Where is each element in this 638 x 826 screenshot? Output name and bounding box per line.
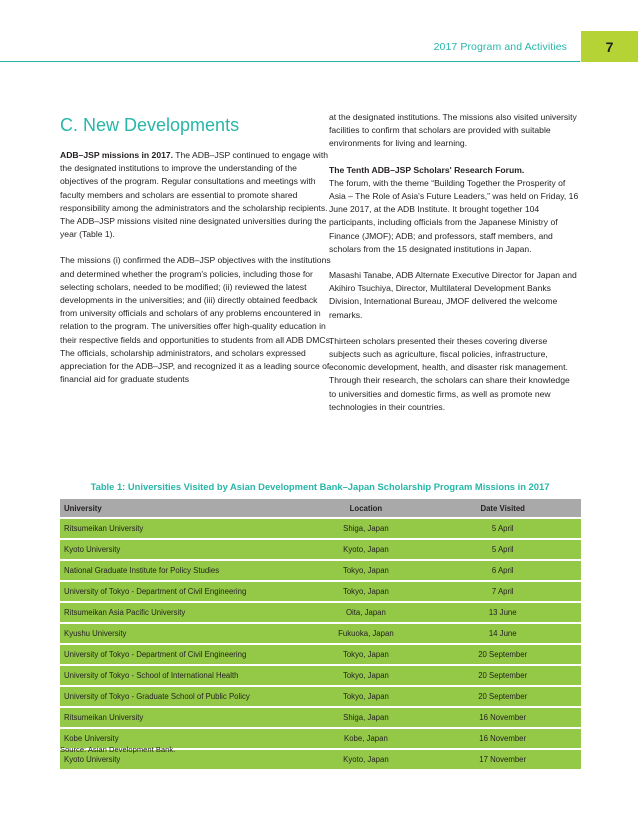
table-row xyxy=(60,624,581,643)
paragraph-welcome-remarks: Masashi Tanabe, ADB Alternate Executive Director for Japan and Akihiro Tsuchiya, Director, Multilateral Development Banks Division, International Bureau, JMOF delivered the welcome remarks. xyxy=(329,270,577,320)
university-cell: Ritsumeikan Asia Pacific University xyxy=(60,603,307,622)
column-header: Date Visited xyxy=(424,499,581,517)
university-cell: Kyoto University xyxy=(60,750,307,769)
table-row xyxy=(60,708,581,727)
date-cell: 6 April xyxy=(424,561,581,580)
paragraph-missions xyxy=(60,149,335,241)
location-cell: Kyoto, Japan xyxy=(307,750,424,769)
paragraph-theses: Thirteen scholars presented their theses covering diverse subjects such as agriculture, fiscal policies, infrastructure, economic development, health, and disaster risk management. Through their research, the scholars can share their knowledge to universities and domestic firms, as well as promote new technologies in their countries. xyxy=(329,335,570,412)
date-cell: 5 April xyxy=(424,519,581,538)
location-cell: Shiga, Japan xyxy=(307,519,424,538)
header-rule xyxy=(0,61,580,62)
table-row xyxy=(60,519,581,538)
university-cell: Kyushu University xyxy=(60,624,307,643)
paragraph-lead: The Tenth ADB–JSP Scholars' Research Forum. xyxy=(329,164,525,175)
location-cell: Tokyo, Japan xyxy=(307,582,424,601)
paragraph-continuation: at the designated institutions. The missions also visited university facilities to confirm that scholars are provided with suitable environments for living and learning. xyxy=(329,112,577,149)
location-cell: Fukuoka, Japan xyxy=(307,624,424,643)
table-row xyxy=(60,561,581,580)
university-cell: Kobe University xyxy=(60,729,307,748)
university-cell: National Graduate Institute for Policy Studies xyxy=(60,561,307,580)
date-cell: 20 September xyxy=(424,666,581,685)
location-cell: Shiga, Japan xyxy=(307,708,424,727)
column-header: Location xyxy=(307,499,424,517)
column-header: University xyxy=(60,499,307,517)
paragraph-body: The forum, with the theme “Building Together the Prosperity of Asia – The Role of Asia's Future Leaders,” was held on Friday, 16 June 2017, at the ADB Institute. It brought together 104 participants, including officials from the Japanese Ministry of Finance (JMOF); ADB; and professors, staff members, and scholars from the 15 designated institutions in Japan. xyxy=(329,177,579,254)
university-cell: Ritsumeikan University xyxy=(60,708,307,727)
table-row xyxy=(60,666,581,685)
location-cell: Tokyo, Japan xyxy=(307,666,424,685)
table-row xyxy=(60,645,581,664)
date-cell: 13 June xyxy=(424,603,581,622)
location-cell: Kobe, Japan xyxy=(307,729,424,748)
date-cell: 20 September xyxy=(424,645,581,664)
university-cell: Kyoto University xyxy=(60,540,307,559)
date-cell: 16 November xyxy=(424,729,581,748)
university-cell: University of Tokyo - Department of Civil Engineering xyxy=(60,582,307,601)
table-row xyxy=(60,540,581,559)
university-cell: University of Tokyo - School of International Health xyxy=(60,666,307,685)
table-header-row xyxy=(60,499,581,517)
table-row xyxy=(60,582,581,601)
paragraph-lead: ADB–JSP missions in 2017. xyxy=(60,150,174,160)
location-cell: Tokyo, Japan xyxy=(307,645,424,664)
date-cell: 7 April xyxy=(424,582,581,601)
date-cell: 16 November xyxy=(424,708,581,727)
date-cell: 5 April xyxy=(424,540,581,559)
paragraph-mission-objectives: The missions (i) confirmed the ADB–JSP objectives with the institutions and determined whether the program's policies, including those for selecting scholars, needed to be modified; (ii) reviewed the latest developments in the universities; and (iii) directly obtained feedback from university officials and scholars of any problems encountered in relation to the program. The universities offer high-quality education in their respective fields and opportunities to students from all ADB DMCs. The officials, scholarship administrators, and scholars expressed appreciation for the ADB–JSP, and recognized it as a leading source of financial aid for graduate students xyxy=(60,255,333,385)
paragraph-body: The ADB–JSP continued to engage with the designated institutions to improve the understanding of the objectives of the program. Regular consultations and meetings with faculty members and scholars are essential to promote shared responsibility among the administrators and the scholarship recipients. The ADB–JSP missions visited nine designated universities during the year (Table 1). xyxy=(60,150,329,240)
running-header: 2017 Program and Activities xyxy=(433,41,567,53)
left-column xyxy=(60,114,335,399)
universities-table xyxy=(60,497,581,771)
table-row xyxy=(60,687,581,706)
section-heading: C. New Developments xyxy=(60,115,240,135)
table-title: Table 1: Universities Visited by Asian Development Bank–Japan Scholarship Program Missions in 2017 xyxy=(90,481,550,492)
location-cell: Oita, Japan xyxy=(307,603,424,622)
date-cell: 20 September xyxy=(424,687,581,706)
right-column xyxy=(329,111,579,427)
paragraph-forum xyxy=(329,164,579,256)
page-number: 7 xyxy=(581,31,638,62)
date-cell: 14 June xyxy=(424,624,581,643)
table-source-note: Source: Asian Development Bank. xyxy=(60,745,176,754)
date-cell: 17 November xyxy=(424,750,581,769)
university-cell: University of Tokyo - Graduate School of Public Policy xyxy=(60,687,307,706)
university-cell: University of Tokyo - Department of Civil Engineering xyxy=(60,645,307,664)
table-row xyxy=(60,603,581,622)
university-cell: Ritsumeikan University xyxy=(60,519,307,538)
location-cell: Tokyo, Japan xyxy=(307,687,424,706)
location-cell: Kyoto, Japan xyxy=(307,540,424,559)
location-cell: Tokyo, Japan xyxy=(307,561,424,580)
